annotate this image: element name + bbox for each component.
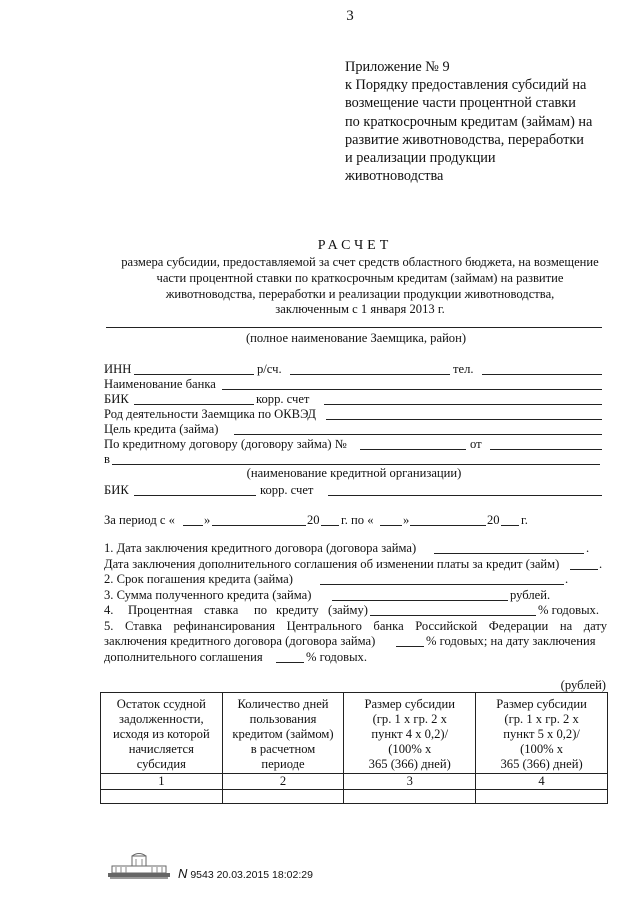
header-line: пункт 5 х 0,2)/ xyxy=(503,727,580,741)
header-line: (100% х xyxy=(520,742,564,756)
bik-row xyxy=(104,392,606,407)
item4-rate-field[interactable] xyxy=(370,603,536,616)
item5-line3 xyxy=(104,650,607,666)
item-add-label: Дата заключения дополнительного соглашения об изменении платы за кредит (займ) xyxy=(104,556,560,571)
item4-word: (займу) xyxy=(328,603,368,617)
item5-line2-suffix: % годовых; на дату заключения xyxy=(426,634,596,648)
account-field[interactable] xyxy=(290,362,450,375)
credit-org-caption: (наименование кредитной организации) xyxy=(246,466,462,480)
item3-field[interactable] xyxy=(332,588,508,601)
item2-end: . xyxy=(565,572,569,586)
item4-word: ставка xyxy=(204,603,239,617)
period-year-prefix: 20 xyxy=(307,513,320,527)
item5-rate-agreement-field[interactable] xyxy=(276,650,304,663)
loan-contract-from-label: от xyxy=(470,437,482,451)
inn-field[interactable] xyxy=(134,362,254,375)
period-start-day-field[interactable] xyxy=(183,513,203,526)
item1-line xyxy=(104,541,607,557)
period-year-prefix2: 20 xyxy=(487,513,500,527)
table-header-cell xyxy=(222,693,344,774)
period-start-month-field[interactable] xyxy=(212,513,306,526)
item4-word: по xyxy=(254,603,268,617)
bank-row xyxy=(104,377,606,392)
header-line: начисляется xyxy=(128,742,194,756)
header-line: Количество дней xyxy=(237,697,329,711)
item2-line xyxy=(104,572,607,588)
period-end-month-field[interactable] xyxy=(410,513,486,526)
loan-contract-row xyxy=(104,437,606,452)
loan-purpose-row xyxy=(104,422,606,437)
subtitle-line: размера субсидии, предоставляемой за счет средств областного бюджета, на возмещение xyxy=(121,255,599,269)
period-label: За период с « xyxy=(104,513,175,527)
header-line: Размер субсидии xyxy=(496,697,587,711)
header-line: пользования xyxy=(249,712,317,726)
stamp-mark: N xyxy=(178,866,188,881)
column-number: 4 xyxy=(476,774,608,790)
subsidy-table xyxy=(100,692,608,804)
item4-word: Процентная xyxy=(128,603,193,617)
loan-purpose-field[interactable] xyxy=(234,422,602,435)
item3-line xyxy=(104,588,607,604)
corr-account2-label: корр. счет xyxy=(260,483,314,497)
subtitle-line: части процентной ставки по краткосрочным кредитам (займам) на развитие xyxy=(156,270,564,285)
subtitle-line: животноводства, переработки и реализации продукции животноводства, xyxy=(165,286,555,301)
appendix-line: Приложение № 9 xyxy=(345,59,450,75)
inn-label: ИНН xyxy=(104,362,132,376)
okved-row xyxy=(104,407,606,422)
header-line: в расчетном xyxy=(250,742,316,756)
period-to-label: г. по « xyxy=(341,513,374,527)
appendix-line: и реализации продукции xyxy=(345,150,496,167)
item3-label: 3. Сумма полученного кредита (займа) xyxy=(104,587,312,602)
appendix-line: к Порядку предоставления субсидий на xyxy=(345,77,587,94)
item-add-line xyxy=(104,557,607,573)
account-label: р/сч. xyxy=(257,362,282,376)
okved-field[interactable] xyxy=(326,407,602,420)
item4-end: % годовых. xyxy=(538,603,599,617)
table-header-cell xyxy=(101,693,223,774)
column-number: 3 xyxy=(344,774,476,790)
corr-account-label: корр. счет xyxy=(256,392,310,406)
header-line: Остаток ссудной xyxy=(116,697,206,711)
borrower-name-field[interactable] xyxy=(106,326,602,328)
document-title: РАСЧЕТ xyxy=(317,238,393,253)
period-close-quote: » xyxy=(204,513,211,527)
bik-label: БИК xyxy=(104,392,129,406)
header-line: кредитом (займом) xyxy=(232,727,334,741)
appendix-line: по краткосрочным кредитам (займам) на xyxy=(345,113,593,130)
document-stamp xyxy=(178,866,313,881)
table-header-cell xyxy=(476,693,608,774)
inn-row xyxy=(104,362,606,377)
item5-line3-label: дополнительного соглашения xyxy=(104,649,263,664)
header-line: периоде xyxy=(261,757,305,771)
loan-contract-label: По кредитному договору (договору займа) № xyxy=(104,437,347,451)
table-cell[interactable] xyxy=(476,790,608,804)
currency-note: (рублей) xyxy=(560,678,606,692)
credit-org-prefix: в xyxy=(104,452,110,466)
header-line: 365 (366) дней) xyxy=(500,757,583,771)
bank-name-field[interactable] xyxy=(222,377,602,390)
phone-label: тел. xyxy=(453,362,474,376)
period-start-year-field[interactable] xyxy=(321,513,339,526)
bik-field[interactable] xyxy=(134,392,254,405)
header-line: пункт 4 х 0,2)/ xyxy=(371,727,449,741)
period-row xyxy=(104,513,606,528)
column-number: 1 xyxy=(101,774,223,790)
corr-account-field[interactable] xyxy=(324,392,602,405)
appendix-line: животноводства xyxy=(345,168,444,185)
item2-label: 2. Срок погашения кредита (займа) xyxy=(104,572,293,586)
loan-contract-number-field[interactable] xyxy=(360,437,466,450)
bik2-field[interactable] xyxy=(134,483,256,496)
stamp-doc-number: 9543 xyxy=(190,869,214,881)
table-header-cell xyxy=(344,693,476,774)
credit-org-row xyxy=(104,452,606,467)
period-close-quote2: » xyxy=(403,513,410,527)
appendix-header xyxy=(345,58,635,185)
loan-contract-date-field[interactable] xyxy=(490,437,602,450)
subtitle-line: заключенным с 1 января 2013 г. xyxy=(275,302,445,317)
item2-field[interactable] xyxy=(320,572,564,585)
item5-line3-suffix: % годовых. xyxy=(306,649,367,664)
period-end-year-suffix: г. xyxy=(521,513,528,527)
header-line: Размер субсидии xyxy=(364,697,456,711)
phone-field[interactable] xyxy=(482,362,602,375)
column-number: 2 xyxy=(222,774,344,790)
item4-word: кредиту xyxy=(276,603,319,617)
table-header-row xyxy=(101,693,608,774)
loan-purpose-label: Цель кредита (займа) xyxy=(104,422,219,436)
stamp-timestamp: 20.03.2015 18:02:29 xyxy=(216,869,313,881)
item1-end: . xyxy=(586,541,590,555)
item5-line2 xyxy=(104,634,607,650)
header-line: субсидия xyxy=(136,757,186,771)
item5-line1: 5. Ставка рефинансирования Центрального банка Российской Федерации на дату xyxy=(104,618,607,633)
item4-line xyxy=(104,603,607,619)
header-line: (100% х xyxy=(388,742,432,756)
items-block xyxy=(104,541,607,665)
table-cell[interactable] xyxy=(344,790,476,804)
table-cell[interactable] xyxy=(222,790,344,804)
borrower-caption: (полное наименование Заемщика, район) xyxy=(245,331,467,345)
header-line: 365 (366) дней) xyxy=(368,757,451,771)
table-number-row xyxy=(101,774,608,790)
credit-org-field[interactable] xyxy=(112,452,600,465)
item4-num: 4. xyxy=(104,603,114,617)
header-line: (гр. 1 х гр. 2 х xyxy=(504,712,579,726)
document-subtitle xyxy=(100,255,620,318)
bik2-label: БИК xyxy=(104,483,129,497)
corr-account2-field[interactable] xyxy=(328,483,602,496)
table-row xyxy=(101,790,608,804)
page-number: 3 xyxy=(346,8,354,24)
item1-field[interactable] xyxy=(434,541,584,554)
item5-rate-contract-field[interactable] xyxy=(396,634,424,647)
item5-line2-label: заключения кредитного договора (договора займа) xyxy=(104,634,376,648)
bank-name-label: Наименование банка xyxy=(104,377,216,391)
period-end-day-field[interactable] xyxy=(380,513,402,526)
appendix-line: развитие животноводства, переработки xyxy=(345,131,584,148)
appendix-line: возмещение части процентной ставки xyxy=(345,95,576,112)
bik2-row xyxy=(104,483,606,498)
table-cell[interactable] xyxy=(101,790,223,804)
header-line: исходя из которой xyxy=(112,727,210,741)
item-add-end: . xyxy=(599,556,603,571)
okved-label: Род деятельности Заемщика по ОКВЭД xyxy=(104,407,316,421)
item3-end: рублей. xyxy=(510,587,551,602)
period-end-year-field[interactable] xyxy=(501,513,519,526)
item-add-field[interactable] xyxy=(570,557,598,570)
header-line: (гр. 1 х гр. 2 х xyxy=(372,712,447,726)
building-emblem-icon xyxy=(106,852,172,880)
header-line: задолженности, xyxy=(119,712,204,726)
item1-label: 1. Дата заключения кредитного договора (договора займа) xyxy=(104,541,417,555)
